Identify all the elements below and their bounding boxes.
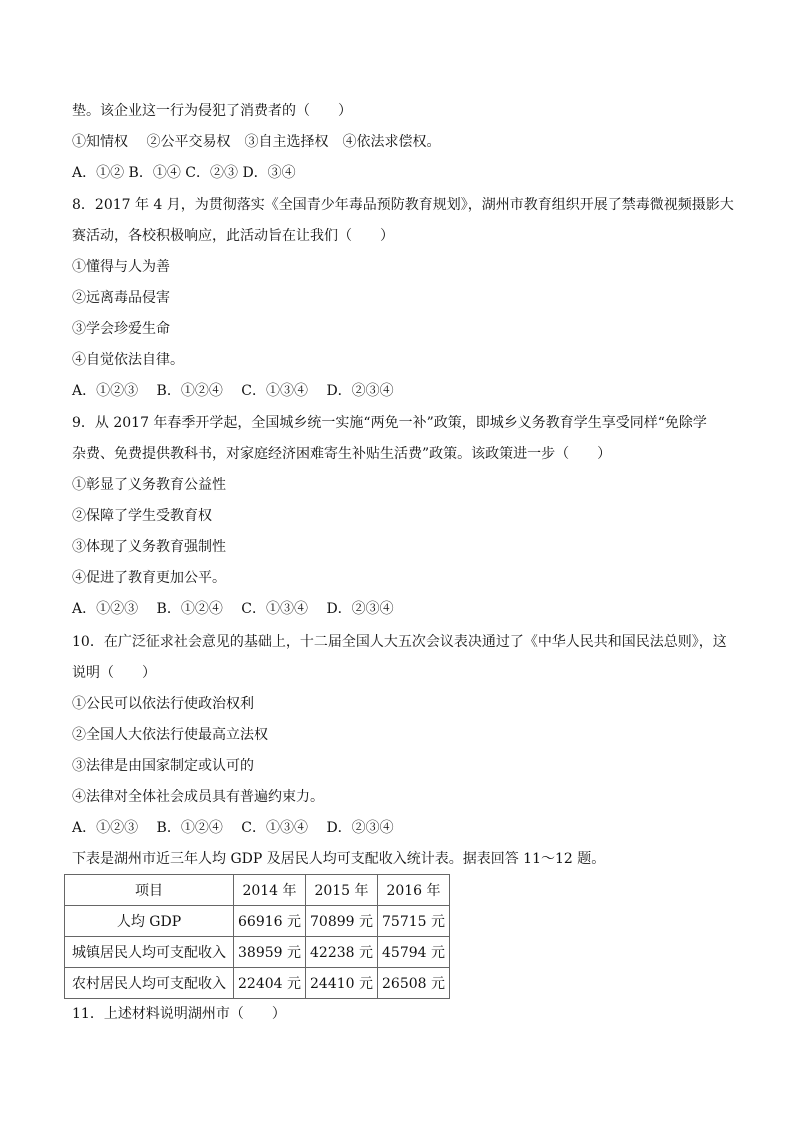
table-header-2015: 2015 年: [306, 875, 378, 906]
q8-option-3: ③学会珍爱生命: [72, 321, 170, 337]
table-cell: 75715 元: [378, 906, 450, 937]
q10-stem-line2: 说明（ ）: [72, 665, 156, 681]
q8-answer-choices: A．①②③ B．①②④ C．①③④ D．②③④: [72, 383, 394, 399]
q11-stem: 11．上述材料说明湖州市（ ）: [72, 1006, 286, 1022]
table-cell: 70899 元: [306, 906, 378, 937]
table-cell-label: 农村居民人均可支配收入: [65, 968, 234, 999]
table-intro: 下表是湖州市近三年人均 GDP 及居民人均可支配收入统计表。据表回答 11～12 题。: [72, 851, 606, 867]
q10-answer-choices: A．①②③ B．①②④ C．①③④ D．②③④: [72, 820, 394, 836]
table-cell: 38959 元: [234, 937, 306, 968]
table-cell-label: 城镇居民人均可支配收入: [65, 937, 234, 968]
q9-option-2: ②保障了学生受教育权: [72, 508, 212, 524]
table-cell: 42238 元: [306, 937, 378, 968]
table-header-2014: 2014 年: [234, 875, 306, 906]
table-cell: 66916 元: [234, 906, 306, 937]
table-row: [65, 906, 450, 937]
table-header-item: 项目: [65, 875, 234, 906]
q10-option-4: ④法律对全体社会成员具有普遍约束力。: [72, 789, 324, 805]
q8-option-2: ②远离毒品侵害: [72, 290, 170, 306]
q9-option-4: ④促进了教育更加公平。: [72, 570, 226, 586]
q9-option-3: ③体现了义务教育强制性: [72, 539, 226, 555]
table-header-row: [65, 875, 450, 906]
q7-stem-continuation: 垫。该企业这一行为侵犯了消费者的（ ）: [72, 103, 352, 119]
q10-stem-line1: 10．在广泛征求社会意见的基础上，十二届全国人大五次会议表决通过了《中华人民共和国民法总则》，这: [72, 634, 727, 650]
q10-option-3: ③法律是由国家制定或认可的: [72, 758, 254, 774]
table-cell: 24410 元: [306, 968, 378, 999]
q9-stem-line1: 9．从 2017 年春季开学起，全国城乡统一实施“两免一补”政策，即城乡义务教育学生享受同样“免除学: [72, 415, 707, 431]
table-row: [65, 968, 450, 999]
q8-stem-line1: 8．2017 年 4 月，为贯彻落实《全国青少年毒品预防教育规划》，湖州市教育组织开展了禁毒微视频摄影大: [72, 197, 734, 213]
q7-options-list: ①知情权 ②公平交易权 ③自主选择权 ④依法求偿权。: [72, 134, 441, 150]
q10-option-2: ②全国人大依法行使最高立法权: [72, 727, 268, 743]
income-statistics-table: [64, 874, 450, 999]
q8-option-1: ①懂得与人为善: [72, 259, 170, 275]
q9-stem-line2: 杂费、免费提供教科书，对家庭经济困难寄生补贴生活费”政策。该政策进一步（ ）: [72, 446, 612, 462]
q10-option-1: ①公民可以依法行使政治权利: [72, 696, 254, 712]
table-row: [65, 937, 450, 968]
q9-option-1: ①彰显了义务教育公益性: [72, 477, 226, 493]
q9-answer-choices: A．①②③ B．①②④ C．①③④ D．②③④: [72, 601, 394, 617]
table-cell-label: 人均 GDP: [65, 906, 234, 937]
table-cell: 22404 元: [234, 968, 306, 999]
q7-answer-choices: A．①② B．①④ C．②③ D．③④: [72, 165, 296, 181]
q8-option-4: ④自觉依法自律。: [72, 352, 184, 368]
table-cell: 45794 元: [378, 937, 450, 968]
table-cell: 26508 元: [378, 968, 450, 999]
q8-stem-line2: 赛活动，各校积极响应，此活动旨在让我们（ ）: [72, 228, 394, 244]
table-header-2016: 2016 年: [378, 875, 450, 906]
